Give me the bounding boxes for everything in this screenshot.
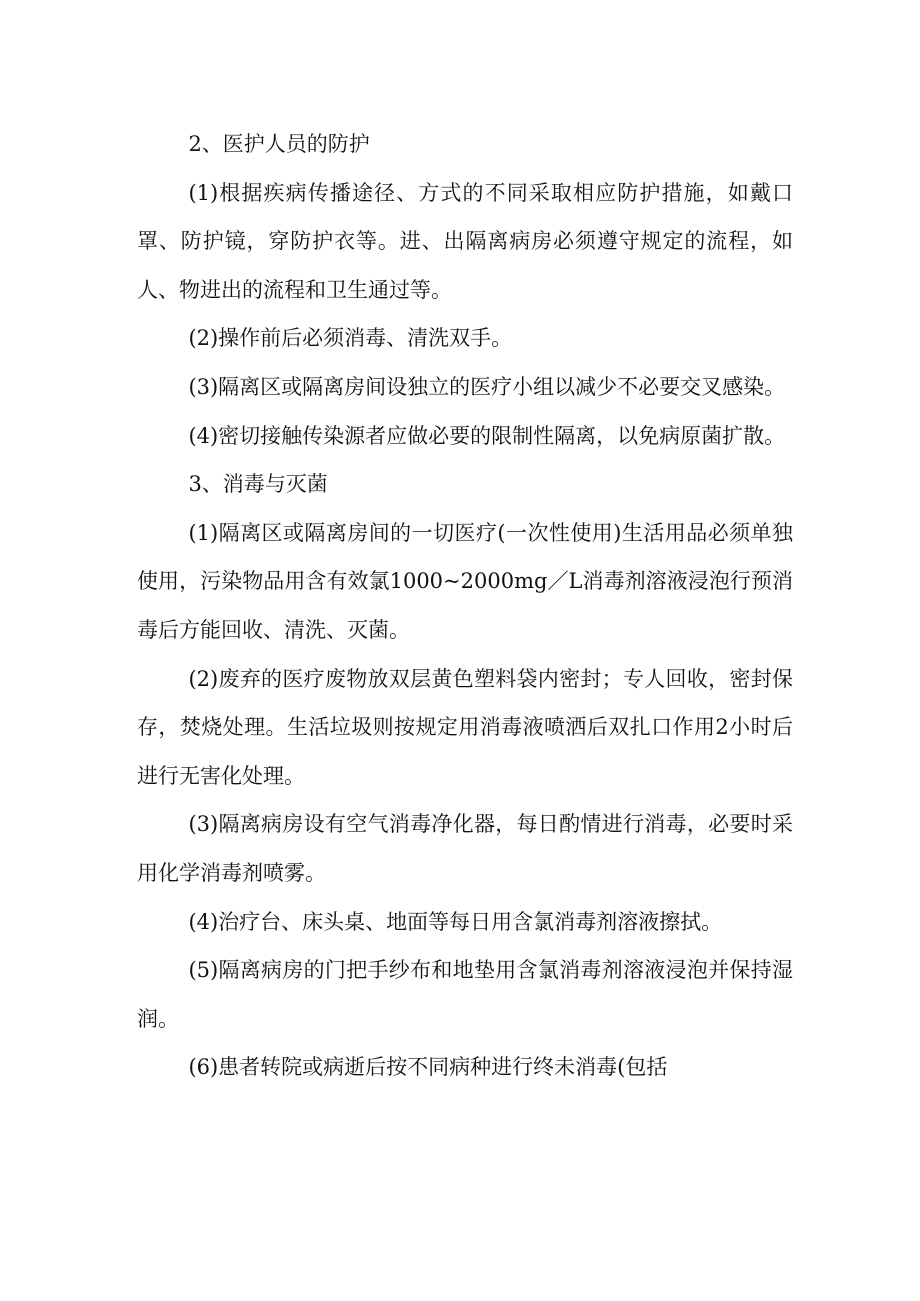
paragraph-separate-supplies: (1)隔离区或隔离房间的一切医疗(一次性使用)生活用品必须单独使用，污染物品用含有效氯1000~2000mg／L消毒剂溶液浸泡行预消毒后方能回收、清洗、灭菌。 xyxy=(137,520,793,642)
paragraph-hand-disinfection: (2)操作前后必须消毒、清洗双手。 xyxy=(188,326,513,351)
section-heading-disinfection: 3、消毒与灭菌 xyxy=(188,472,328,497)
section-heading-staff-protection: 2、医护人员的防护 xyxy=(188,132,370,156)
paragraph-air-disinfection: (3)隔离病房设有空气消毒净化器，每日酌情进行消毒，必要时采用化学消毒剂喷雾。 xyxy=(137,812,793,885)
document-body xyxy=(137,120,793,1092)
paragraph-door-handle-gauze: (5)隔离病房的门把手纱布和地垫用含氯消毒剂溶液浸泡并保持湿润。 xyxy=(137,958,793,1031)
paragraph-restrictive-isolation: (4)密切接触传染源者应做必要的限制性隔离，以免病原菌扩散。 xyxy=(188,423,786,448)
paragraph-protective-measures: (1)根据疾病传播途径、方式的不同采取相应防护措施，如戴口罩、防护镜，穿防护衣等。进、出隔离病房必须遵守规定的流程，如人、物进出的流程和卫生通过等。 xyxy=(137,180,793,302)
paragraph-terminal-disinfection: (6)患者转院或病逝后按不同病种进行终未消毒(包括 xyxy=(188,1055,668,1080)
paragraph-independent-team: (3)隔离区或隔离房间设独立的医疗小组以减少不必要交叉感染。 xyxy=(188,374,786,399)
paragraph-medical-waste: (2)废弃的医疗废物放双层黄色塑料袋内密封；专人回收，密封保存，焚烧处理。生活垃圾则按规定用消毒液喷洒后双扎口作用2小时后进行无害化处理。 xyxy=(137,666,793,788)
paragraph-surface-wiping: (4)治疗台、床头桌、地面等每日用含氯消毒剂溶液擦拭。 xyxy=(188,909,723,934)
